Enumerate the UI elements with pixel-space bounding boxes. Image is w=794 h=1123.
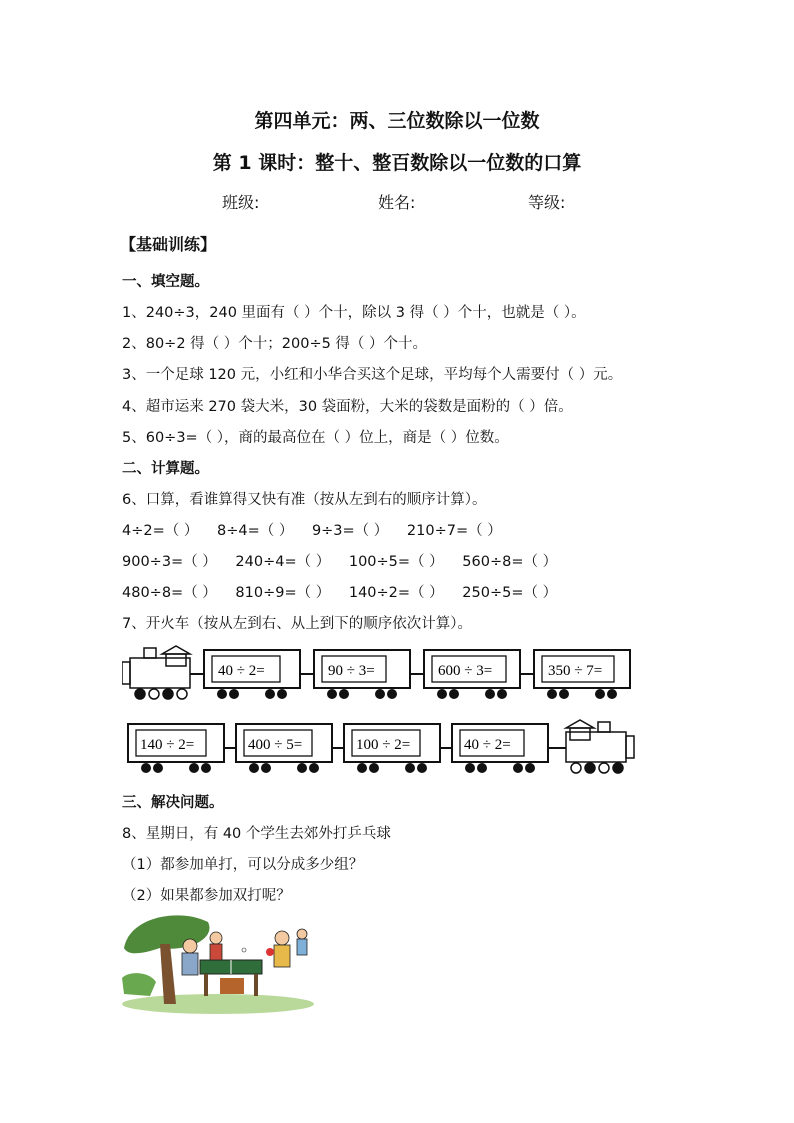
train-1-expr-2: 90 ÷ 3= [328,663,375,679]
calc-item: 250÷5=（ ） [462,585,558,601]
calc-item: 240÷4=（ ） [235,554,331,570]
calc-item: 210÷7=（ ） [406,523,502,539]
calc-item: 560÷8=（ ） [462,554,558,570]
train-1-expr-3: 600 ÷ 3= [438,663,493,679]
question-8: 8、星期日，有 40 个学生去郊外打乒乓球 [122,826,391,842]
train-1 [122,644,642,704]
calc-item: 140÷2=（ ） [348,585,444,601]
calc-row-1 [122,519,516,540]
part3-heading: 三、解决问题。 [122,795,224,811]
section-basic-training: 【基础训练】 [120,235,217,254]
name-label: 姓名: [378,193,416,212]
calc-item: 4÷2=（ ） [122,523,199,539]
question-7: 7、开火车（按从左到右、从上到下的顺序依次计算）。 [122,616,472,632]
locomotive-icon [566,720,634,773]
calc-item: 9÷3=（ ） [311,523,389,539]
question-8-sub-1: （1）都参加单打，可以分成多少组？ [122,857,364,873]
question-5: 5、60÷3=（ ），商的最高位在（ ）位上，商是（ ）位数。 [122,430,509,446]
part1-heading: 一、填空题。 [122,274,209,290]
question-6: 6、口算，看谁算得又快有准（按从左到右的顺序计算）。 [122,492,487,508]
train-2-expr-3: 100 ÷ 2= [356,737,411,753]
unit-title: 第四单元：两、三位数除以一位数 [254,110,540,132]
calc-row-3 [122,581,571,602]
calc-item: 8÷4=（ ） [216,523,294,539]
calc-item: 480÷8=（ ） [122,585,217,601]
train-1-expr-4: 350 ÷ 7= [548,663,603,679]
class-label: 班级: [222,193,260,212]
question-3: 3、一个足球 120 元，小红和小华合买这个足球，平均每个人需要付（ ）元。 [122,367,623,383]
calc-item: 900÷3=（ ） [122,554,217,570]
lesson-title: 第 1 课时：整十、整百数除以一位数的口算 [212,152,582,174]
grade-label: 等级: [528,193,566,212]
question-2: 2、80÷2 得（ ）个十；200÷5 得（ ）个十。 [122,336,428,352]
calc-item: 100÷5=（ ） [348,554,444,570]
question-4: 4、超市运来 270 袋大米，30 袋面粉，大米的袋数是面粉的（ ）倍。 [122,399,573,415]
question-8-sub-2: （2）如果都参加双打呢？ [122,888,291,904]
part2-heading: 二、计算题。 [122,461,209,477]
train-2-expr-2: 400 ÷ 5= [248,737,303,753]
question-1: 1、240÷3，240 里面有（ ）个十，除以 3 得（ ）个十，也就是（ ）。 [122,305,586,321]
train-1-expr-1: 40 ÷ 2= [218,663,265,679]
calc-row-2 [122,550,571,571]
calc-item: 810÷9=（ ） [235,585,331,601]
train-2 [126,718,638,778]
train-2-expr-4: 40 ÷ 2= [464,737,511,753]
train-2-expr-1: 140 ÷ 2= [140,737,195,753]
table-tennis-illustration [120,908,316,1014]
locomotive-icon [122,646,190,699]
